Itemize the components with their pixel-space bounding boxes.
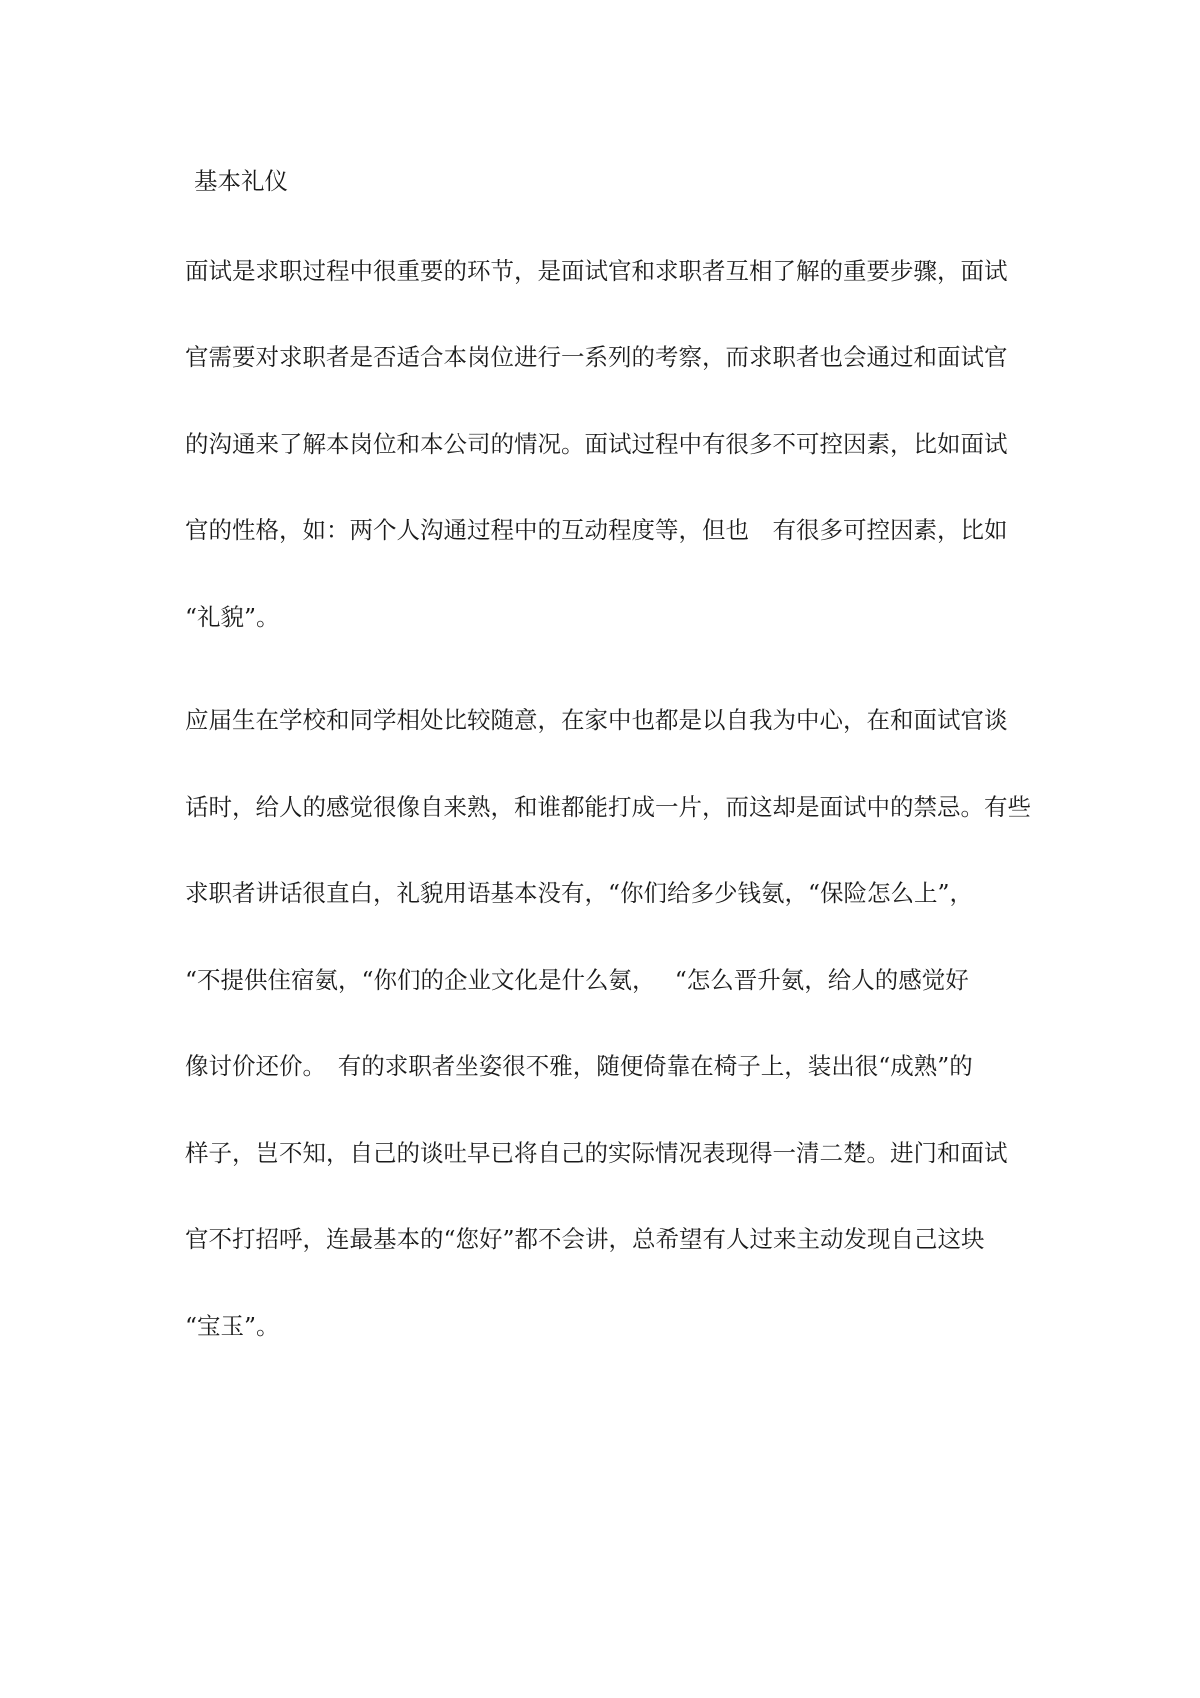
paragraph-line: 应届生在学校和同学相处比较随意，在家中也都是以自我为中心，在和面试官谈	[185, 706, 1008, 734]
paragraph-line: “宝玉”。	[185, 1312, 280, 1340]
paragraph-line: “不提供住宿氨，“你们的企业文化是什么氨， “怎么晋升氨，给人的感觉好	[185, 966, 969, 994]
paragraph-line: 的沟通来了解本岗位和本公司的情况。面试过程中有很多不可控因素，比如面试	[185, 430, 1008, 458]
paragraph-line: “礼貌”。	[185, 603, 280, 631]
paragraph-line: 求职者讲话很直白，礼貌用语基本没有，“你们给多少钱氨，“保险怎么上”，	[185, 879, 974, 907]
paragraph-line: 官需要对求职者是否适合本岗位进行一系列的考察，而求职者也会通过和面试官	[185, 343, 1008, 371]
paragraph-line: 话时，给人的感觉很像自来熟，和谁都能打成一片，而这却是面试中的禁忌。有些	[185, 793, 1031, 821]
paragraph-line: 样子，岂不知，自己的谈吐早已将自己的实际情况表现得一清二楚。进门和面试	[185, 1139, 1008, 1167]
paragraph-line: 官不打招呼，连最基本的“您好”都不会讲，总希望有人过来主动发现自己这块	[185, 1225, 985, 1253]
paragraph-line: 像讨价还价。 有的求职者坐姿很不雅，随便倚靠在椅子上，装出很“成熟”的	[185, 1052, 973, 1080]
paragraph-line: 官的性格，如：两个人沟通过程中的互动程度等，但也 有很多可控因素，比如	[185, 516, 1008, 544]
paragraph-line: 面试是求职过程中很重要的环节，是面试官和求职者互相了解的重要步骤，面试	[185, 257, 1008, 285]
document-title: 基本礼仪	[194, 167, 288, 195]
